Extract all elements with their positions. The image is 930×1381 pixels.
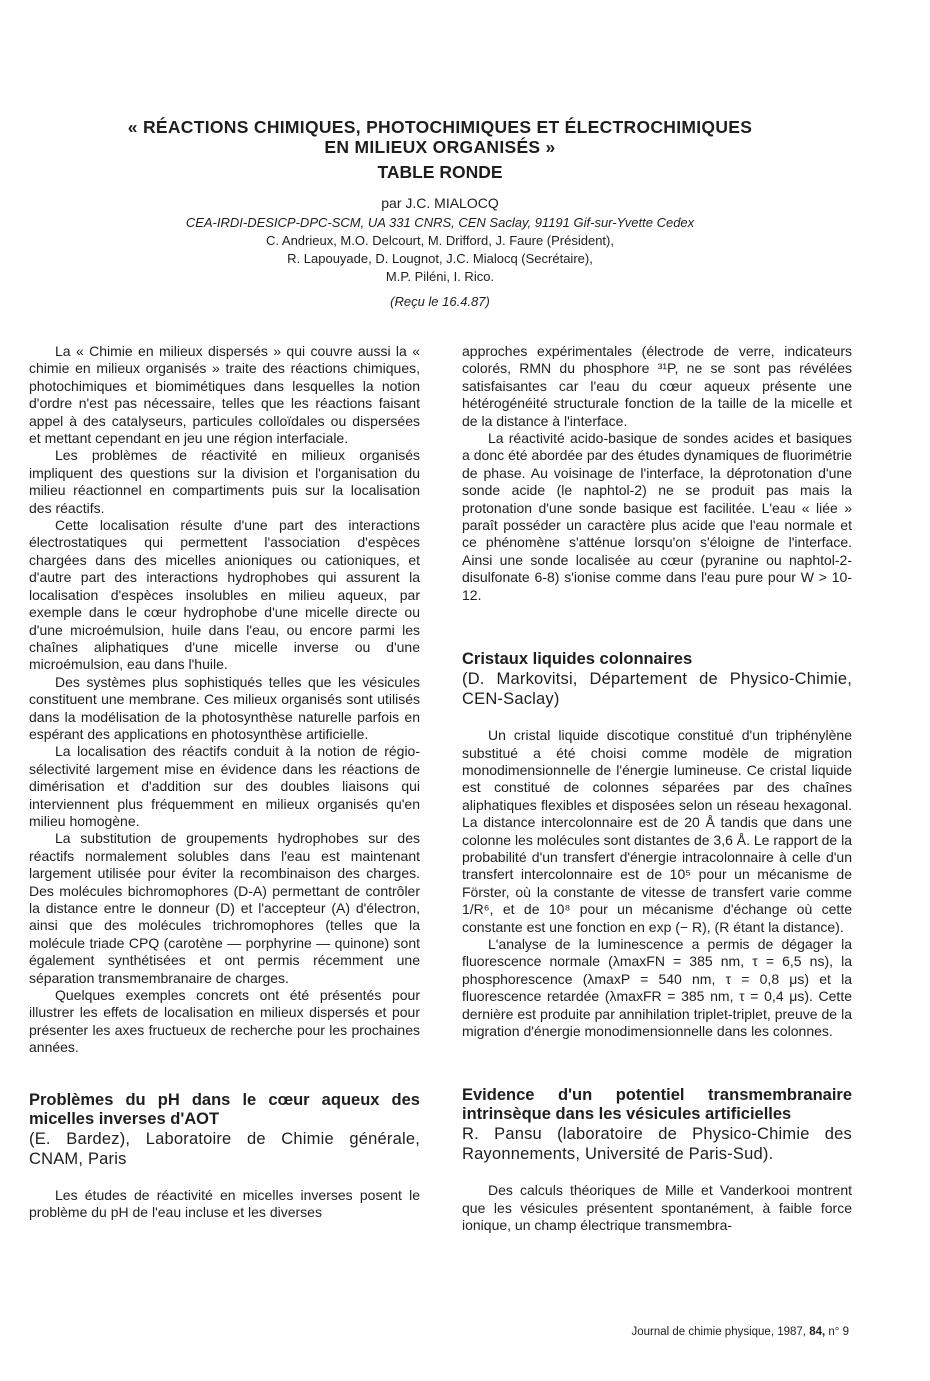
section-title-ph: Problèmes du pH dans le cœur aqueux des micelles inverses d'AOT [29,1090,420,1128]
article-subtitle: TABLE RONDE [377,162,503,182]
participants-line-3: M.P. Piléni, I. Rico. [385,269,495,284]
section-title-evidence: Evidence d'un potentiel transmembranaire intrinsèque dans les vésicules artificielles [462,1086,852,1124]
footer-issue: n° 9 [828,1326,849,1338]
received-date: (Reçu le 16.4.87) [390,294,490,309]
article-title-line-2: EN MILIEUX ORGANISÉS » [324,137,556,157]
participants-line-2: R. Lapouyade, D. Lougnot, J.C. Mialocq (Secrétaire), [287,251,593,266]
left-column [29,343,420,1221]
body-paragraph: approches expérimentales (électrode de verre, indicateurs colorés, RMN du phosphore ³¹P, ne se sont pas révélées satisfaisantes car l'eau du cœur aqueux présente une hétérogénéité structurale fonction de la taille de la micelle et de la distance à l'interface. [462,343,852,429]
body-paragraph: La « Chimie en milieux dispersés » qui couvre aussi la « chimie en milieux organisés » traite des réactions chimiques, photochimiques et biomimétiques dans lesquelles la notion d'ordre n'est pas nécessaire, telles que les réactions faisant appel à des catalyseurs, particules colloïdales ou dispersées et mettant cependant en jeu une région interfaciale. [29,343,420,447]
body-paragraph: La substitution de groupements hydrophobes sur des réactifs normalement solubles dans l'eau est maintenant largement utilisée pour éviter la recombinaison des charges. Des molécules bichromophores (D-A) permettant de contrôler la distance entre le donneur (D) et l'accepteur (A) d'électron, ainsi que des molécules trichromophores (telles que la molécule triade CPQ (carotène — porphyrine — quinone) sont également synthétisées et ont permis récemment une séparation transmembranaire de charges. [29,830,420,986]
right-column [462,343,852,1235]
body-paragraph: La réactivité acido-basique de sondes acides et basiques a donc été abordée par des études dynamiques de fluorimétrie de phase. Au voisinage de l'interface, la déprotonation d'une sonde acide (le naphtol-2) ne se produit pas mais la protonation d'une sonde basique est facilitée. L'eau « liée » paraît posséder un caractère plus acide que l'eau normale et ce phénomène s'atténue lorsqu'on s'éloigne de l'interface. Ainsi une sonde localisée au cœur (pyranine ou naphtol-2-disulfonate 6-8) s'ionise comme dans l'eau pure pour W > 10-12. [462,430,852,603]
journal-footer [631,1326,849,1338]
section-title-cristaux: Cristaux liquides colonnaires [462,650,693,669]
body-paragraph: L'analyse de la luminescence a permis de dégager la fluorescence normale (λmaxFN = 385 nm, τ = 6,5 ns), la phosphorescence (λmaxP = 540 nm, τ = 0,8 μs) et la fluorescence retardée (λmaxFR = 385 nm, τ = 0,4 μs). Cette dernière est produite par annihilation triplet-triplet, preuve de la migration d'énergie monodimensionnelle dans les colonnes. [462,935,852,1039]
body-paragraph: Un cristal liquide discotique constitué d'un triphénylène substitué a été choisi comme modèle de migration monodimensionnelle de l'énergie lumineuse. Ce cristal liquide est constitué de colonnes séparées par des chaînes aliphatiques flexibles et disposées selon un réseau hexagonal. La distance intercolonnaire est de 20 Å tandis que dans une colonne les molécules sont distantes de 3,6 Å. Le rapport de la probabilité d'un transfert d'énergie intracolonnaire à celle d'un transfert intercolonnaire est de 10⁵ pour un mécanisme de Förster, où la constante de vitesse de transfert varie comme 1/R⁶, et de 10⁸ pour un mécanisme d'échange où cette constante est une fonction en exp (− R), (R étant la distance). [462,727,852,935]
body-paragraph: Des calculs théoriques de Mille et Vanderkooi montrent que les vésicules présentent spontanément, à faible force ionique, un champ électrique transmembra- [462,1182,852,1234]
body-paragraph: Cette localisation résulte d'une part des interactions électrostatiques qui permettent l'association d'espèces chargées dans des micelles anioniques ou cationiques, et d'autre part des interactions hydrophobes qui assurent la localisation d'espèces insolubles en milieu aqueux, par exemple dans le cœur hydrophobe d'une micelle directe ou d'une microémulsion, huile dans l'eau, ou encore parmi les chaînes aliphatiques d'une micelle inverse ou d'une microémulsion, eau dans l'huile. [29,517,420,673]
body-paragraph: Quelques exemples concrets ont été présentés pour illustrer les effets de localisation en milieux dispersés et pour présenter les axes fructueux de recherche pour les prochaines années. [29,987,420,1056]
body-paragraph: Les études de réactivité en micelles inverses posent le problème du pH de l'eau incluse et les diverses [29,1186,420,1221]
body-paragraph: La localisation des réactifs conduit à la notion de régio-sélectivité largement mise en évidence dans les réactions de dimérisation et d'addition sur des doubles liaisons qui interviennent plus fréquemment en milieux organisés qu'en milieu homogène. [29,743,420,829]
section-author-bardez: (E. Bardez), Laboratoire de Chimie générale, CNAM, Paris [29,1129,420,1168]
body-paragraph: Des systèmes plus sophistiqués telles que les vésicules constituent une membrane. Ces milieux organisés sont utilisés dans la modélisation de la photosynthèse naturelle parfois en espérant des applications en photosynthèse artificielle. [29,673,420,742]
section-author-markovitsi: (D. Markovitsi, Département de Physico-Chimie, CEN-Saclay) [462,670,852,709]
affiliation [60,216,820,230]
footer-journal: Journal de chimie physique, 1987, [631,1326,806,1338]
affiliation-text: CEA-IRDI-DESICP-DPC-SCM, UA 331 CNRS, CEN Saclay, 91191 Gif-sur-Yvette Cedex [185,215,695,230]
participants-line-1: C. Andrieux, M.O. Delcourt, M. Drifford, J. Faure (Président), [266,233,614,248]
section-author-pansu: R. Pansu (laboratoire de Physico-Chimie des Rayonnements, Université de Paris-Sud). [462,1125,852,1164]
article-title-line-1: « RÉACTIONS CHIMIQUES, PHOTOCHIMIQUES ET ÉLECTROCHIMIQUES [127,117,753,137]
article-header [60,117,820,309]
footer-volume: 84, [809,1326,826,1338]
article-author: par J.C. MIALOCQ [381,195,499,211]
body-paragraph: Les problèmes de réactivité en milieux organisés impliquent des questions sur la division et l'organisation du milieu réactionnel en compartiments puis sur la localisation des réactifs. [29,447,420,516]
